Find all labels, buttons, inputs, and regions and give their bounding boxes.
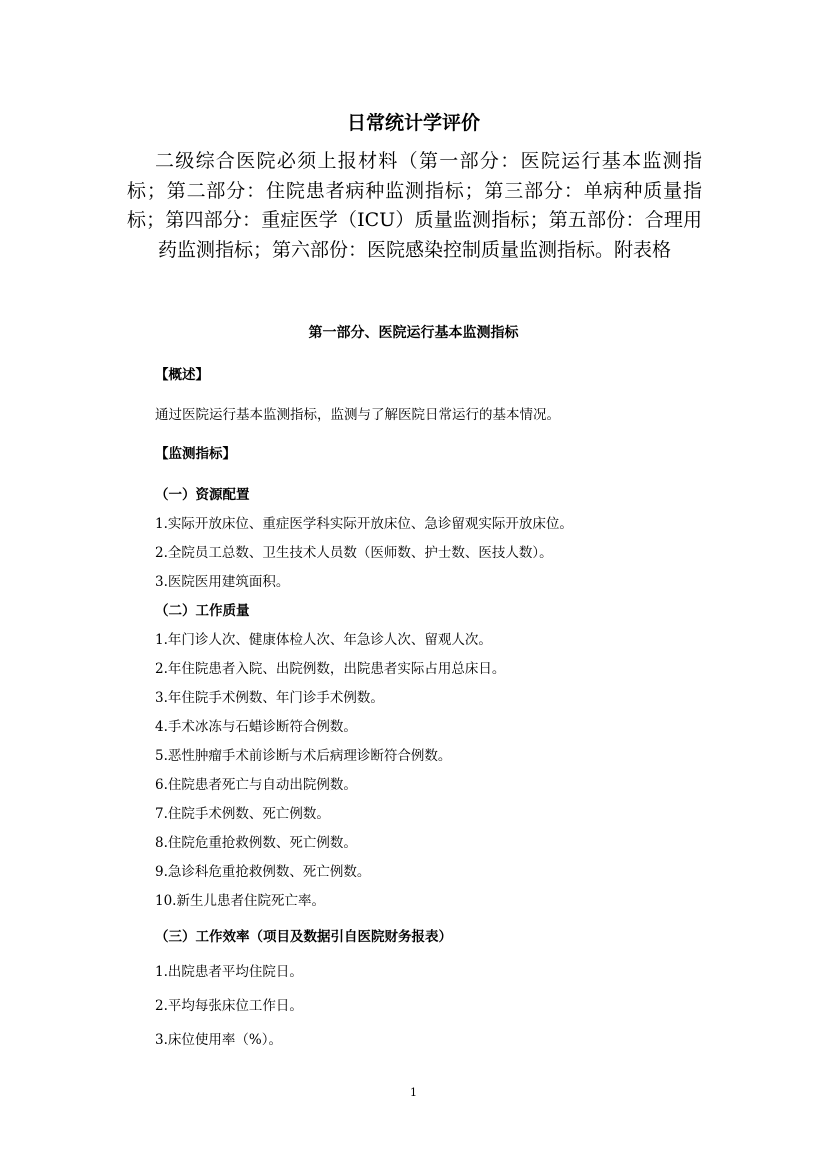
list-item: 2.平均每张床位工作日。 <box>155 998 303 1014</box>
page-number: 1 <box>410 1086 417 1099</box>
resource-heading: （一）资源配置 <box>155 487 250 503</box>
list-item: 2.全院员工总数、卫生技术人员数（医师数、护士数、医技人数）。 <box>155 545 553 561</box>
list-item: 6.住院患者死亡与自动出院例数。 <box>155 777 357 793</box>
list-item: 1.出院患者平均住院日。 <box>155 964 303 980</box>
list-item: 1.年门诊人次、健康体检人次、年急诊人次、留观人次。 <box>155 632 492 648</box>
list-item: 3.医院医用建筑面积。 <box>155 574 290 590</box>
list-item: 10.新生儿患者住院死亡率。 <box>155 893 325 909</box>
list-item: 3.年住院手术例数、年门诊手术例数。 <box>155 690 384 706</box>
list-item: 9.急诊科危重抢救例数、死亡例数。 <box>155 864 371 880</box>
overview-heading: 【概述】 <box>155 367 209 383</box>
list-item: 7.住院手术例数、死亡例数。 <box>155 806 330 822</box>
list-item: 8.住院危重抢救例数、死亡例数。 <box>155 835 357 851</box>
list-item: 4.手术冰冻与石蜡诊断符合例数。 <box>155 719 357 735</box>
list-item: 2.年住院患者入院、出院例数，出院患者实际占用总床日。 <box>155 661 506 677</box>
indicators-heading: 【监测指标】 <box>155 446 236 462</box>
list-item: 3.床位使用率（%）。 <box>155 1032 282 1048</box>
list-item: 1.实际开放床位、重症医学科实际开放床位、急诊留观实际开放床位。 <box>155 516 573 532</box>
efficiency-heading: （三）工作效率（项目及数据引自医院财务报表） <box>155 929 452 945</box>
list-item: 5.恶性肿瘤手术前诊断与术后病理诊断符合例数。 <box>155 748 452 764</box>
intro-paragraph: 二级综合医院必须上报材料（第一部分：医院运行基本监测指标；第二部分：住院患者病种监测指标；第三部分：单病种质量指标；第四部分：重症医学（ICU）质量监测指标；第五部份：合理用药监测指标；第六部份：医院感染控制质量监测指标。附表格 <box>127 150 702 261</box>
quality-heading: （二）工作质量 <box>155 603 250 619</box>
document-title: 日常统计学评价 <box>346 112 480 134</box>
overview-text: 通过医院运行基本监测指标，监测与了解医院日常运行的基本情况。 <box>155 407 560 423</box>
section-title: 第一部分、医院运行基本监测指标 <box>308 325 519 341</box>
